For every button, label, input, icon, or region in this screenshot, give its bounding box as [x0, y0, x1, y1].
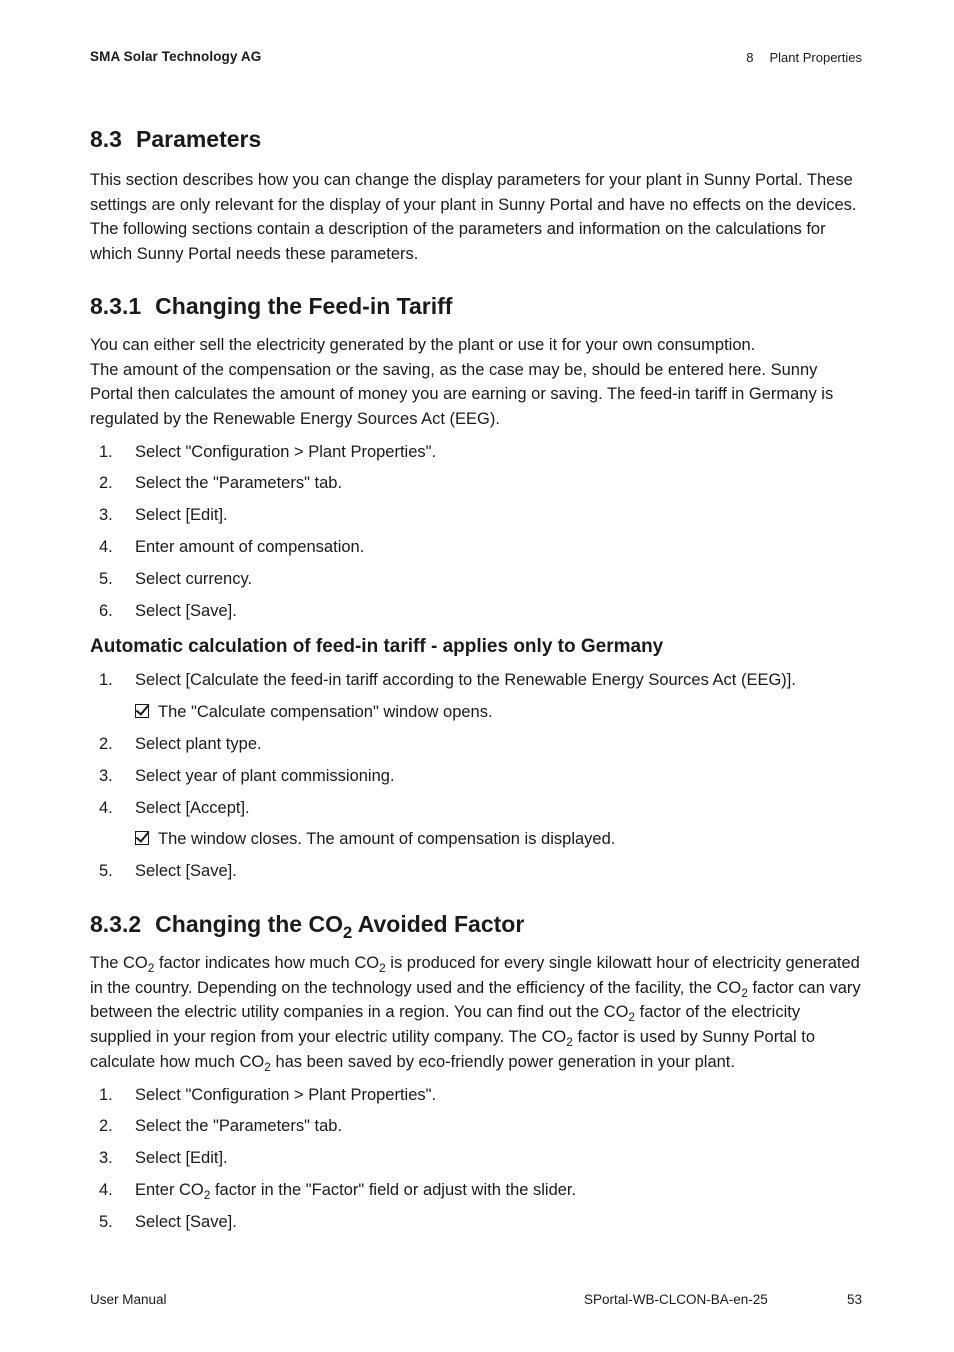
list-item: 1. Select "Configuration > Plant Properties".	[99, 442, 437, 461]
list-item: 2. Select plant type.	[99, 735, 262, 753]
header-chapter-number: 8	[746, 50, 754, 65]
header-company: SMA Solar Technology AG	[90, 49, 262, 64]
checkbox-checked-icon	[135, 831, 149, 845]
co2-steps	[90, 1083, 862, 1234]
section-heading-feed-in: 8.3.1 Changing the Feed-in Tariff	[90, 292, 453, 319]
result-line: The "Calculate compensation" window opens.	[90, 700, 862, 724]
footer-doc-id: SPortal-WB-CLCON-BA-en-25	[584, 1292, 768, 1307]
list-item: 2. Select the "Parameters" tab.	[99, 474, 343, 493]
subheading-auto-calc: Automatic calculation of feed-in tariff - applies only to Germany	[90, 636, 664, 658]
auto-calc-steps	[90, 668, 862, 692]
list-item: 4. Select [Accept].	[99, 798, 250, 817]
list-item: 5. Select currency.	[99, 569, 253, 588]
list-item: 1. Select [Calculate the feed-in tariff according to the Renewable Energy Sources Act (EEG)].	[99, 671, 796, 690]
parameters-intro: This section describes how you can change the display parameters for your plant in Sunny Portal. These settings are only relevant for the display of your plant in Sunny Portal and have no effects on the devices. The following sections contain a description of the parameters and information on the calculations for which Sunny Portal needs these parameters.	[90, 171, 857, 264]
list-item: 4. Enter $CO_2$ factor in the "Factor" field or adjust with the slider.	[99, 1180, 577, 1203]
list-item: 3. Select year of plant commissioning.	[99, 766, 395, 785]
list-item: 3. Select [Edit].	[99, 506, 228, 525]
list-item: 5. Select [Save].	[99, 1212, 237, 1231]
feed-in-intro-rest: The amount of the compensation or the saving, as the case may be, should be entered here. Sunny Portal then calculates the amount of money you are earning or saving. The feed-in tariff in Germany is regulated by the Renewable Energy Sources Act (EEG).	[90, 360, 834, 428]
checkbox-checked-icon	[135, 704, 149, 718]
page-content	[90, 124, 862, 1241]
section-heading-co2: 8.3.2 Changing the $CO_2$ Avoided Factor	[90, 910, 525, 942]
list-item: 3. Select [Edit].	[99, 1149, 228, 1168]
header-chapter-title: Plant Properties	[769, 50, 862, 65]
list-item: 6. Select [Save].	[99, 601, 237, 620]
list-item: 5. Select [Save].	[99, 862, 237, 881]
list-item: 2. Select the "Parameters" tab.	[99, 1117, 343, 1136]
result-line: The window closes. The amount of compensation is displayed.	[90, 827, 862, 851]
header-chapter	[746, 50, 862, 65]
list-item: 1. Select "Configuration > Plant Properties".	[99, 1085, 437, 1104]
feed-in-steps	[90, 440, 862, 623]
footer-page-number: 53	[846, 1292, 862, 1307]
list-item: 4. Enter amount of compensation.	[99, 538, 365, 557]
feed-in-intro-line1: You can either sell the electricity generated by the plant or use it for your own consumption.	[90, 335, 756, 354]
section-heading-parameters: 8.3 Parameters	[90, 126, 262, 152]
footer-doc-type: User Manual	[90, 1292, 167, 1307]
co2-intro: The $CO_2$ factor indicates how much $CO_2$ is produced for every single kilowatt hour of electricity generated in the country. Depending on the technology used and the efficiency of the facility, the $CO_2$ factor can vary between the electric utility companies in a region. You can find out the $CO_2$ factor of the electricity supplied in your region from your electric utility company. The $CO_2$ factor is used by Sunny Portal to calculate how much $CO_2$ has been saved by eco-friendly power generation in your plant.	[90, 953, 861, 1074]
